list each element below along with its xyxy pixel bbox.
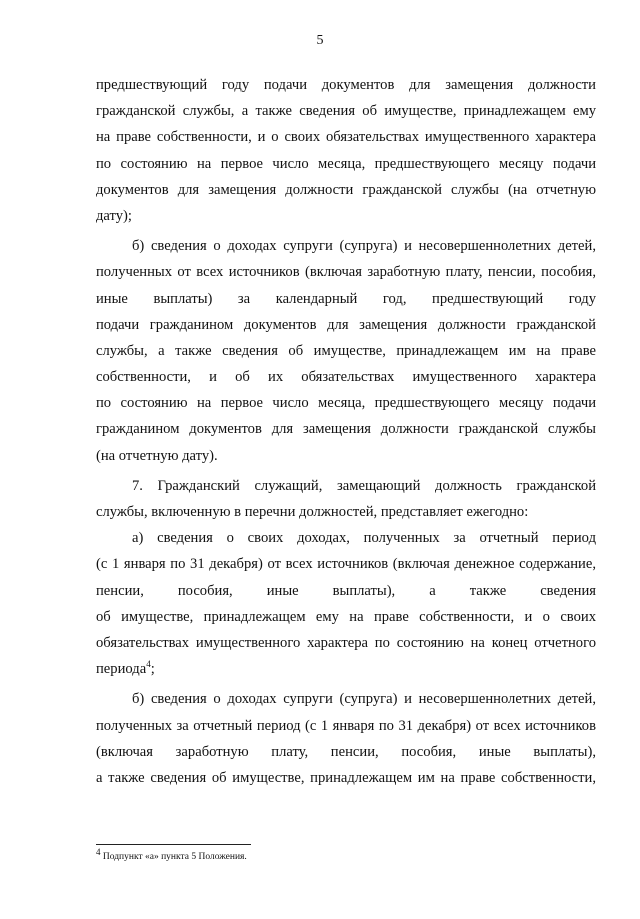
text-line: а) сведения о своих доходах, полученных за отчетный период (132, 530, 596, 547)
body-text (96, 72, 596, 791)
text-line: по состоянию на первое число месяца, предшествующего месяцу подачи (96, 395, 596, 412)
paragraph-1 (96, 72, 596, 229)
text-line: по состоянию на первое число месяца, предшествующего месяцу подачи (96, 155, 596, 172)
page-number: 5 (316, 33, 324, 48)
footnote-mark: 4 (96, 846, 101, 857)
text-line: б) сведения о доходах супруги (супруга) и несовершеннолетних детей, (132, 238, 596, 255)
text-line: службы, включенную в перечни должностей, представляет ежегодно: (96, 504, 529, 520)
footnote-separator (96, 844, 251, 845)
text-line: собственности, и об их обязательствах имущественного характера (96, 369, 596, 386)
text-line: (включая заработную плату, пенсии, пособия, иные выплаты), (96, 743, 596, 760)
text-line: подачи гражданином документов для замещения должности гражданской (96, 316, 596, 333)
text-line-content: периода (96, 661, 147, 678)
text-line: гражданской службы, а также сведения об имуществе, принадлежащем ему (96, 103, 596, 120)
footnote-text: Подпункт «а» пункта 5 Положения. (100, 852, 247, 862)
text-line: гражданином документов для замещения должности гражданской службы (96, 421, 596, 438)
paragraph-5 (96, 686, 596, 791)
text-line: обязательствах имущественного характера по состоянию на конец отчетного (96, 634, 596, 651)
text-line: (с 1 января по 31 декабря) от всех источников (включая денежное содержание, (96, 556, 596, 573)
text-line (96, 656, 596, 682)
text-line: иные выплаты) за календарный год, предшествующий году (96, 290, 596, 307)
text-line: службы, а также сведения об имуществе, принадлежащем им на праве (96, 342, 596, 359)
text-line: на праве собственности, и о своих обязательствах имущественного характера (96, 129, 596, 146)
text-line: дату); (96, 207, 132, 224)
paragraph-4 (96, 525, 596, 682)
text-line: полученных за отчетный период (с 1 января по 31 декабря) от всех источников (96, 717, 596, 734)
text-line: об имуществе, принадлежащем ему на праве собственности, и о своих (96, 608, 596, 625)
footnote (96, 846, 247, 863)
text-line: 7. Гражданский служащий, замещающий должность гражданской (132, 477, 596, 494)
text-line: (на отчетную дату). (96, 447, 218, 464)
footnote-reference[interactable]: 4 (146, 659, 151, 670)
text-line: документов для замещения должности гражданской службы (на отчетную (96, 181, 596, 198)
text-line: предшествующий году подачи документов для замещения должности (96, 77, 596, 93)
text-line: пенсии, пособия, иные выплаты), а также сведения (96, 582, 596, 599)
text-line: б) сведения о доходах супруги (супруга) и несовершеннолетних детей, (132, 691, 596, 708)
text-line: полученных от всех источников (включая заработную плату, пенсии, пособия, (96, 264, 596, 281)
text-line: а также сведения об имуществе, принадлежащем им на праве собственности, (96, 769, 596, 786)
paragraph-2 (96, 233, 596, 469)
punctuation: ; (150, 661, 155, 678)
paragraph-3 (96, 473, 596, 525)
